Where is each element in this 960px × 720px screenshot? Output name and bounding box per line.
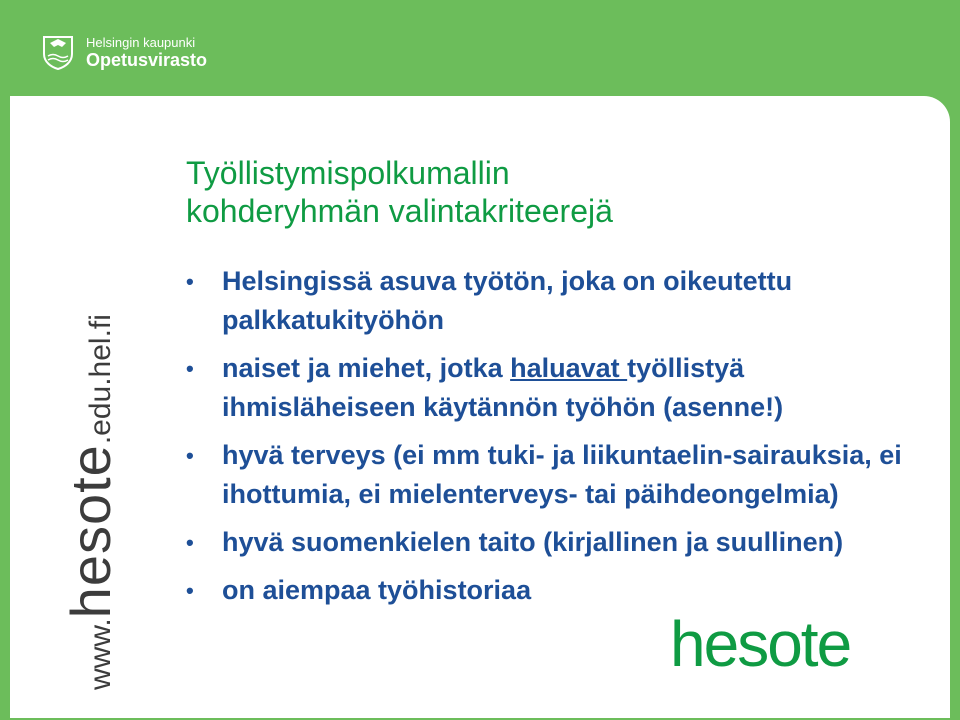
list-item xyxy=(186,349,926,427)
bullet-icon: • xyxy=(186,356,194,381)
org-text xyxy=(86,35,207,70)
list-item-text: Helsingissä asuva työtön, joka on oikeutettu palkkatukityöhön xyxy=(222,266,793,335)
list-item xyxy=(186,571,926,610)
url-main: hesote xyxy=(59,444,122,619)
org-city: Helsingin kaupunki xyxy=(86,34,196,50)
list-item xyxy=(186,436,926,514)
list-item-text: hyvä suomenkielen taito (kirjallinen ja suullinen) xyxy=(222,527,844,557)
bullet-icon: • xyxy=(186,443,194,468)
header-logo xyxy=(40,34,207,70)
list-item-text: hyvä terveys (ei mm tuki- ja liikuntaelin-sairauksia, ei ihottumia, ei mielenterveys- tai päihdeongelmia) xyxy=(222,440,902,509)
list-item-underlined-text: haluavat xyxy=(510,353,628,383)
list-item-text-pre: naiset ja miehet, jotka xyxy=(222,353,511,383)
list-item-text: on aiempaa työhistoriaa xyxy=(222,575,532,605)
url-suffix: .edu.hel.fi xyxy=(84,314,117,445)
criteria-list xyxy=(186,262,926,619)
bullet-icon: • xyxy=(186,530,194,555)
org-department: Opetusvirasto xyxy=(86,49,208,70)
vertical-website-url xyxy=(58,314,123,690)
title-line-1: Työllistymispolkumallin xyxy=(186,155,510,191)
title-line-2: kohderyhmän valintakriteerejä xyxy=(186,193,613,229)
bullet-icon: • xyxy=(186,578,194,603)
slide-title xyxy=(186,154,906,230)
url-prefix: www. xyxy=(84,618,117,690)
list-item xyxy=(186,262,926,340)
helsinki-crest-icon xyxy=(40,34,76,70)
hesote-logo: hesote xyxy=(670,608,851,680)
bullet-icon: • xyxy=(186,269,194,294)
list-item-text-post: työllistyä ihmisläheiseen käytännön työhön (asenne!) xyxy=(222,353,784,422)
list-item xyxy=(186,523,926,562)
